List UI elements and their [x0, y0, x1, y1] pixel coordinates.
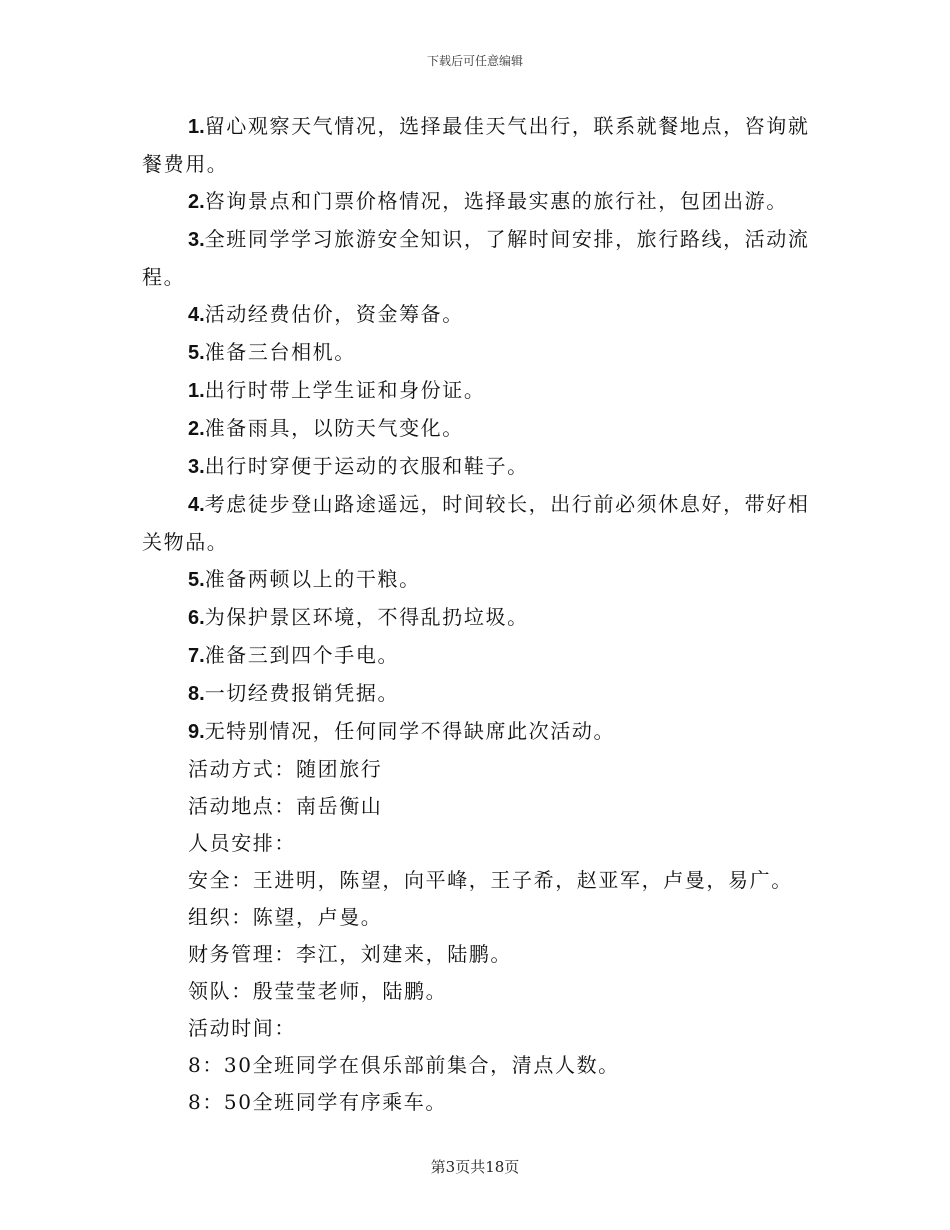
- paragraph-text: 无特别情况，任何同学不得缺席此次活动。: [204, 719, 616, 743]
- paragraph: [142, 372, 810, 410]
- item-number: 6.: [188, 607, 205, 629]
- paragraph: [142, 751, 810, 788]
- paragraph: [142, 108, 810, 183]
- paragraph-text: 出行时带上学生证和身份证。: [204, 378, 486, 402]
- paragraph-text: 领队：殷莹莹老师，陆鹏。: [188, 979, 448, 1003]
- paragraph: [142, 825, 810, 862]
- paragraph: [142, 788, 810, 825]
- paragraph: [142, 713, 810, 751]
- paragraph-text: 活动时间：: [188, 1016, 296, 1040]
- item-number: 2.: [188, 191, 205, 213]
- paragraph: [142, 675, 810, 713]
- item-number: 2.: [188, 418, 205, 440]
- item-number: 5.: [188, 342, 205, 364]
- paragraph: [142, 1010, 810, 1047]
- paragraph-text: 准备三台相机。: [204, 340, 356, 364]
- item-number: 3.: [188, 229, 205, 251]
- paragraph: [142, 296, 810, 334]
- paragraph-text: 安全：王进明，陈望，向平峰，王子希，赵亚军，卢曼，易广。: [188, 868, 793, 892]
- paragraph-text: 留心观察天气情况，选择最佳天气出行，联系就餐地点，咨询就餐费用。: [142, 114, 810, 176]
- item-number: 8.: [188, 683, 205, 705]
- paragraph: [142, 1047, 810, 1084]
- item-number: 5.: [188, 569, 205, 591]
- paragraph-text: 财务管理：李江，刘建来，陆鹏。: [188, 942, 512, 966]
- paragraph-text: 组织：陈望，卢曼。: [188, 905, 383, 929]
- paragraph-text: 活动地点：南岳衡山: [188, 794, 383, 818]
- item-number: 4.: [188, 304, 205, 326]
- paragraph: [142, 599, 810, 637]
- paragraph: [142, 899, 810, 936]
- item-number: 1.: [188, 116, 205, 138]
- paragraph-text: 活动经费估价，资金筹备。: [204, 302, 464, 326]
- item-number: 4.: [188, 494, 205, 516]
- item-number: 7.: [188, 645, 205, 667]
- paragraph: [142, 1084, 810, 1121]
- paragraph-text: 一切经费报销凭据。: [204, 681, 400, 705]
- page-header: 下载后可任意编辑: [426, 54, 523, 68]
- paragraph-text: 出行时穿便于运动的衣服和鞋子。: [204, 454, 529, 478]
- item-number: 3.: [188, 456, 205, 478]
- paragraph-text: 考虑徒步登山路途遥远，时间较长，出行前必须休息好，带好相关物品。: [142, 492, 810, 554]
- paragraph: [142, 221, 810, 296]
- paragraph: [142, 410, 810, 448]
- paragraph-text: 为保护景区环境，不得乱扔垃圾。: [204, 605, 529, 629]
- paragraph-text: 准备两顿以上的干粮。: [204, 567, 421, 591]
- paragraph-text: 8：50全班同学有序乘车。: [188, 1090, 447, 1114]
- paragraph-text: 8：30全班同学在俱乐部前集合，清点人数。: [188, 1053, 620, 1077]
- paragraph: [142, 973, 810, 1010]
- paragraph: [142, 448, 810, 486]
- paragraph-text: 人员安排：: [188, 831, 296, 855]
- paragraph-text: 全班同学学习旅游安全知识，了解时间安排，旅行路线，活动流程。: [142, 227, 810, 289]
- paragraph: [142, 862, 810, 899]
- paragraph: [142, 936, 810, 973]
- paragraph-text: 咨询景点和门票价格情况，选择最实惠的旅行社，包团出游。: [204, 189, 788, 213]
- paragraph: [142, 637, 810, 675]
- paragraph: [142, 561, 810, 599]
- paragraph-text: 活动方式：随团旅行: [188, 757, 383, 781]
- paragraph: [142, 486, 810, 561]
- paragraph: [142, 334, 810, 372]
- paragraph-text: 准备雨具，以防天气变化。: [204, 416, 464, 440]
- item-number: 9.: [188, 721, 205, 743]
- paragraph: [142, 183, 810, 221]
- page-footer: 第3页共18页: [430, 1158, 520, 1176]
- document-body: [142, 108, 810, 1121]
- item-number: 1.: [188, 380, 205, 402]
- paragraph-text: 准备三到四个手电。: [204, 643, 400, 667]
